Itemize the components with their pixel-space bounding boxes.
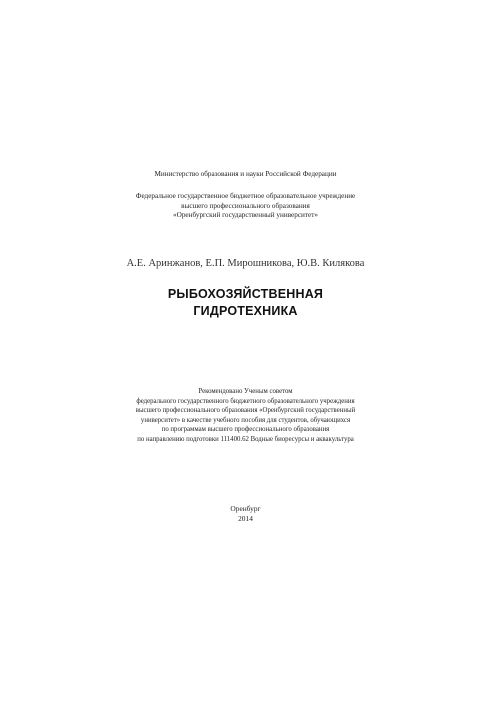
ministry-header [0, 170, 491, 179]
book-title-line-2: ГИДРОТЕХНИКА [193, 304, 298, 318]
book-title [0, 286, 491, 320]
imprint-city: Оренбург [230, 504, 261, 513]
recommendation-line-3: высшего профессионального образования «Оренбургский государственный [135, 407, 356, 415]
institution-line-3: «Оренбургский государственный университет» [173, 211, 318, 219]
institution-line-1: Федеральное государственное бюджетное образовательное учреждение [135, 192, 356, 200]
ministry-line: Министерство образования и науки Российской Федерации [154, 170, 337, 178]
recommendation-note [0, 387, 491, 445]
recommendation-line-2: федерального государственного бюджетного образовательного учреждения [136, 397, 355, 405]
authors-line: А.Е. Аринжанов, Е.П. Мирошникова, Ю.В. Килякова [126, 258, 365, 269]
recommendation-line-6: по направлению подготовки 111400.62 Водные биоресурсы и аквакультура [137, 435, 354, 443]
authors [0, 257, 491, 270]
imprint [0, 504, 491, 523]
recommendation-line-1: Рекомендовано Ученым советом [198, 388, 293, 395]
book-title-line-1: РЫБОХОЗЯЙСТВЕННАЯ [167, 287, 324, 301]
recommendation-line-5: по программам высшего профессионального образования [161, 426, 330, 434]
recommendation-line-4: университет» в качестве учебного пособия для студентов, обучающихся [140, 416, 351, 424]
institution-header [0, 192, 491, 221]
institution-line-2: высшего профессионального образования [181, 201, 310, 210]
imprint-year: 2014 [238, 513, 253, 523]
